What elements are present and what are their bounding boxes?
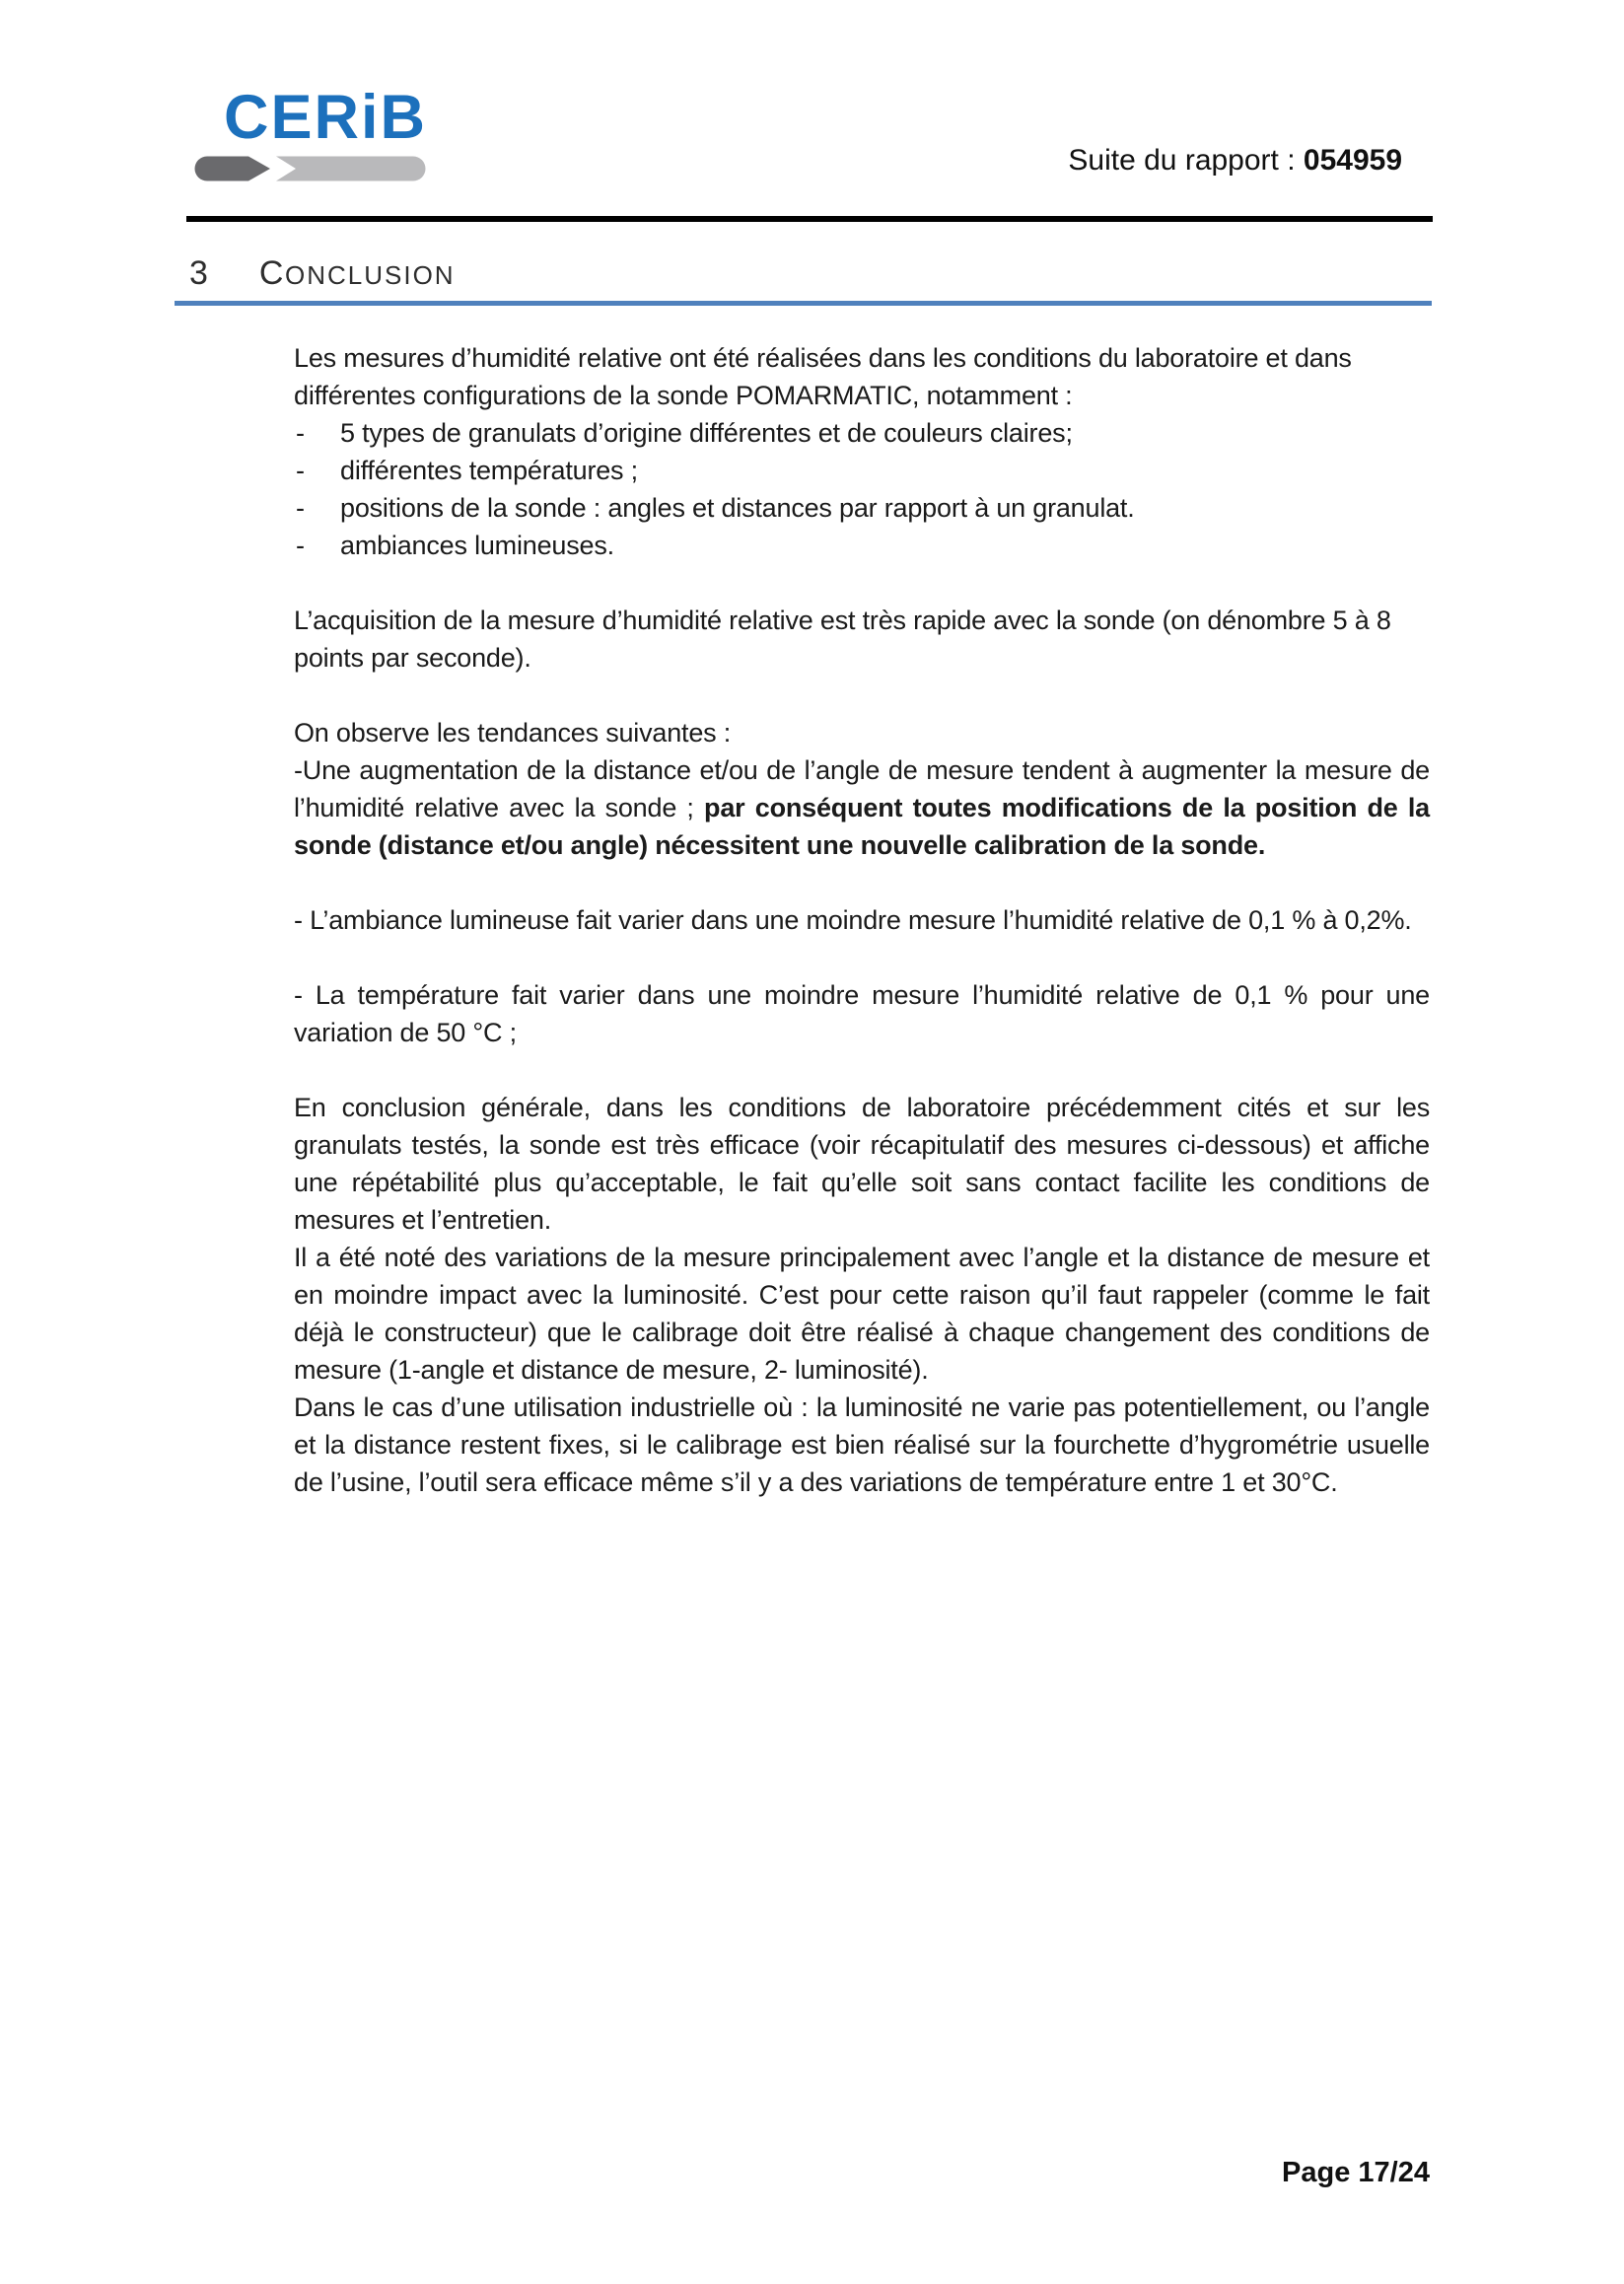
bullet-text: 5 types de granulats d’origine différentes et de couleurs claires; [340,418,1073,448]
paragraph-industrielle: Dans le cas d’une utilisation industrielle où : la luminosité ne varie pas potentiellement, ou l’angle et la distance restent fixes, si le calibrage est bien réalisé sur la fourchette d’hygrométrie usuelle de l’usine, l’outil sera efficace même s’il y a des variations de température entre 1 et 30°C. [294,1392,1430,1497]
spacer [294,677,1430,714]
paragraph-temperature: - La température fait varier dans une moindre mesure l’humidité relative de 0,1 % pour une variation de 50 °C ; [294,980,1430,1047]
document-body [294,339,1430,1501]
report-reference [1068,144,1402,178]
bullet-list [294,414,1430,564]
section-underline [175,301,1432,306]
header-divider [186,216,1433,222]
section-title [259,254,456,293]
page-number: Page 17/24 [1282,2157,1430,2188]
cerib-logo [194,83,431,181]
bullet-text: ambiances lumineuses. [340,531,614,560]
paragraph-augmentation-normal: -Une augmentation de la distance et/ou de l’angle de mesure tendent à augmenter la mesure de l’humidité relative avec la sonde ; [294,755,1430,822]
spacer [294,564,1430,602]
bullet-marker: - [296,493,305,523]
section-title-initial: C [258,254,285,292]
report-number: 054959 [1303,144,1402,177]
section-number: 3 [189,254,208,292]
cerib-logo-text: CERiB [224,83,428,152]
spacer [294,939,1430,976]
spacer [294,1051,1430,1089]
spacer [294,864,1430,901]
report-reference-label: Suite du rapport : [1068,144,1304,177]
bullet-marker: - [296,456,305,485]
paragraph-ambiance: - L’ambiance lumineuse fait varier dans une moindre mesure l’humidité relative de 0,1 % à 0,2%. [294,905,1412,935]
list-item [294,527,1430,564]
cerib-logo-swoosh-icon [194,156,426,181]
bullet-marker: - [296,531,305,560]
section-heading [189,254,456,293]
paragraph-variations: Il a été noté des variations de la mesure principalement avec l’angle et la distance de mesure et en moindre impact avec la luminosité. C’est pour cette raison qu’il faut rappeler (comme le fait déjà le constructeur) que le calibrage doit être réalisé à chaque changement des conditions de mesure (1-angle et distance de mesure, 2- luminosité). [294,1243,1430,1385]
paragraph-augmentation-bold: par conséquent toutes modifications de la position de la sonde (distance et/ou angle) nécessitent une nouvelle calibration de la sonde. [294,793,1430,860]
paragraph-augmentation [294,751,1430,864]
list-item [294,452,1430,489]
paragraph-acquisition: L’acquisition de la mesure d’humidité relative est très rapide avec la sonde (on dénombre 5 à 8 points par seconde). [294,606,1391,673]
list-item [294,489,1430,527]
section-title-rest: ONCLUSION [284,260,456,290]
bullet-text: différentes températures ; [340,456,638,485]
bullet-text: positions de la sonde : angles et distances par rapport à un granulat. [340,493,1135,523]
paragraph-tendances: On observe les tendances suivantes : [294,718,732,748]
list-item [294,414,1430,452]
paragraph-conclusion-generale: En conclusion générale, dans les conditions de laboratoire précédemment cités et sur les granulats testés, la sonde est très efficace (voir récapitulatif des mesures ci-dessous) et affiche une répétabilité plus qu’acceptable, le fait qu’elle soit sans contact facilite les conditions de mesures et l’entretien. [294,1093,1430,1235]
paragraph-intro: Les mesures d’humidité relative ont été réalisées dans les conditions du laboratoire et dans différentes configurations de la sonde POMARMATIC, notamment : [294,343,1352,410]
bullet-marker: - [296,418,305,448]
